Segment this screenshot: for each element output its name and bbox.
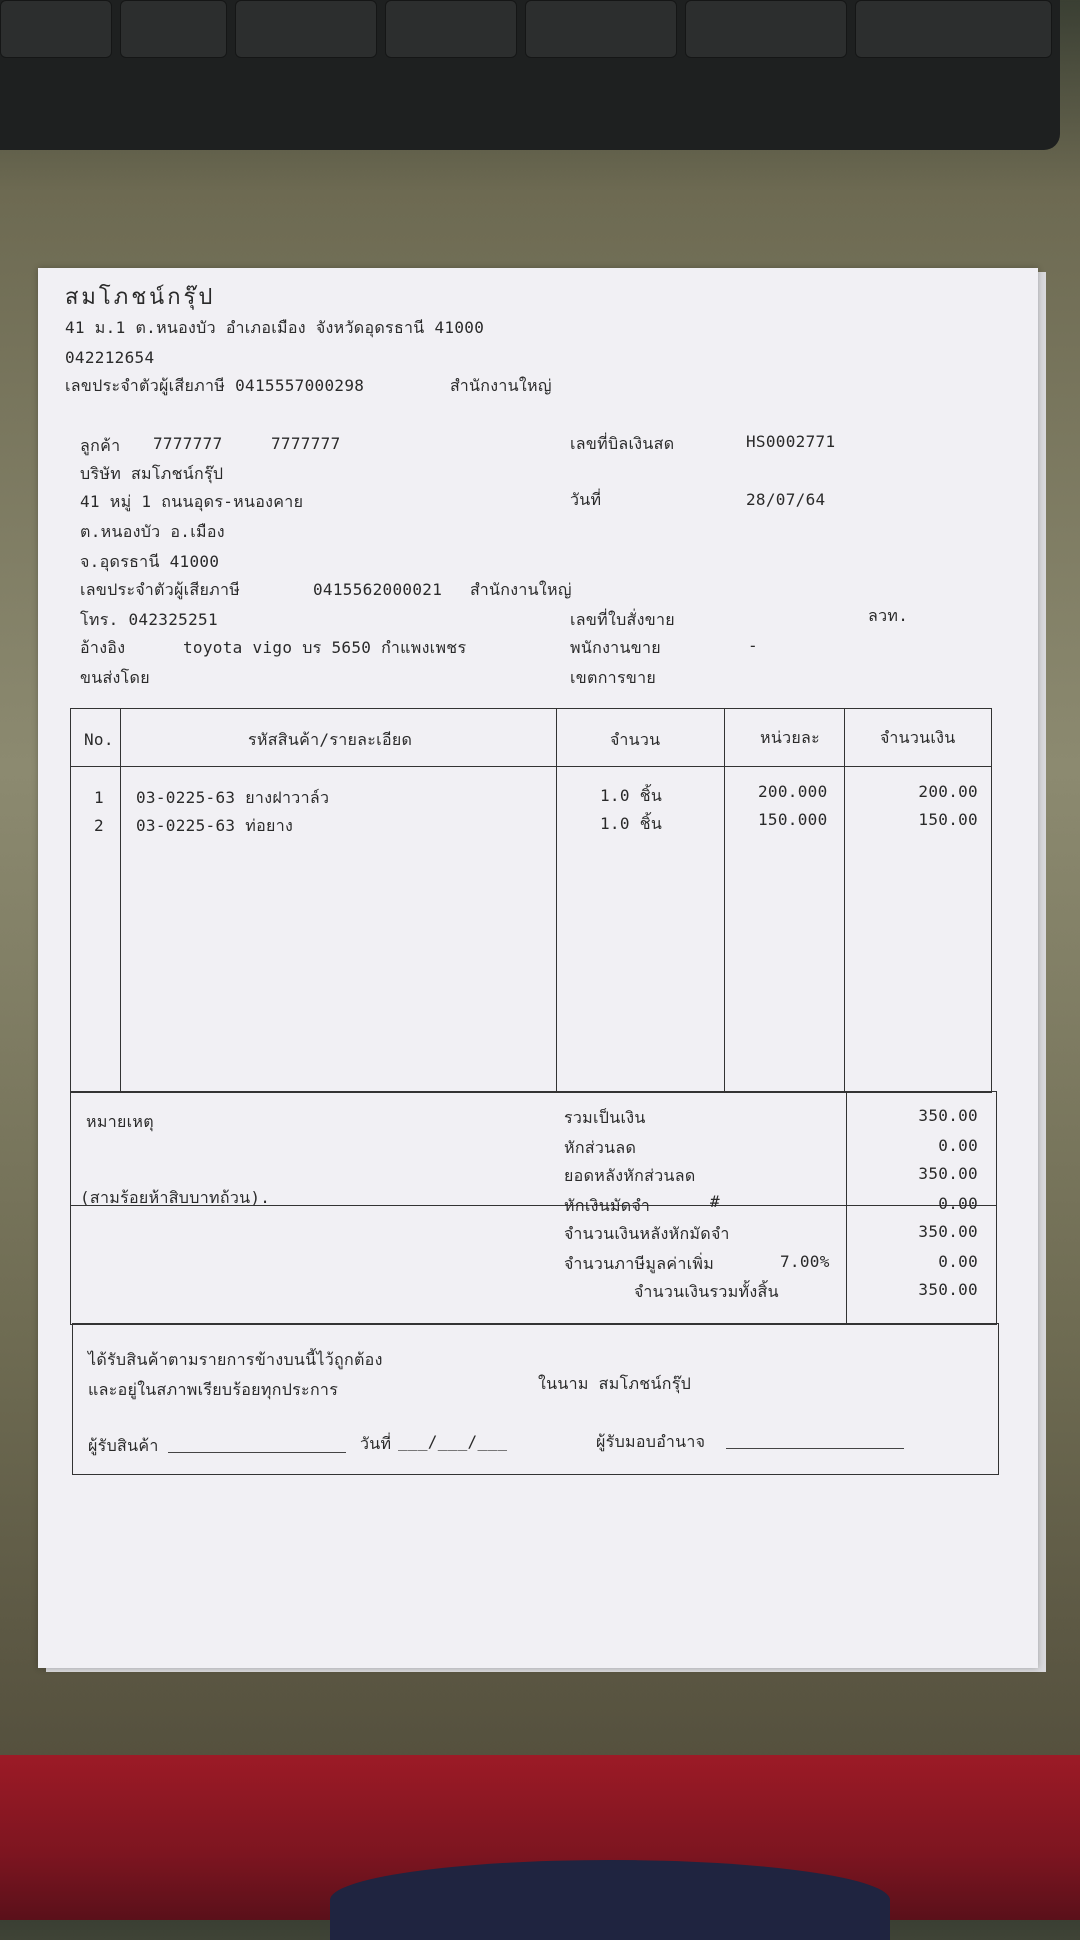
authorized-label: ผู้รับมอบอำนาจ — [596, 1432, 706, 1451]
authorized-signature-line — [726, 1448, 904, 1449]
summary-box — [70, 1091, 997, 1325]
keyboard-key — [0, 0, 112, 58]
date-label: วันที่ — [570, 490, 602, 509]
row-amount: 150.00 — [918, 810, 978, 829]
deposit-mark: # — [710, 1192, 720, 1211]
table-column-divider — [556, 708, 557, 1092]
summary-value: 0.00 — [938, 1194, 978, 1213]
grand-total-label: จำนวนเงินรวมทั้งสิ้น — [634, 1282, 779, 1301]
company-tax-id: เลขประจำตัวผู้เสียภาษี 0415557000298 — [65, 376, 365, 395]
summary-value: 350.00 — [918, 1106, 978, 1125]
table-column-divider — [844, 708, 845, 1092]
row-amount: 200.00 — [918, 782, 978, 801]
remark-label: หมายเหตุ — [86, 1112, 154, 1131]
keyboard-key — [235, 0, 377, 58]
summary-label: จำนวนภาษีมูลค่าเพิ่ม — [564, 1254, 715, 1273]
header-no: No. — [84, 730, 114, 749]
summary-label: ยอดหลังหักส่วนลด — [564, 1166, 696, 1185]
cash-bill-document — [38, 268, 1038, 1668]
keyboard-key — [385, 0, 517, 58]
received-line-1: ได้รับสินค้าตามรายการข้างบนนี้ไว้ถูกต้อง — [88, 1350, 383, 1369]
company-address: 41 ม.1 ต.หนองบัว อำเภอเมือง จังหวัดอุดรธานี 41000 — [65, 318, 485, 337]
row-qty: 1.0 ชิ้น — [600, 786, 663, 805]
row-unit-price: 200.000 — [758, 782, 828, 801]
receive-date-blank: ___/___/___ — [398, 1432, 508, 1451]
customer-address-1: 41 หมู่ 1 ถนนอุดร-หนองคาย — [80, 492, 304, 511]
reference-value: toyota vigo บร 5650 กำแพงเพชร — [183, 638, 467, 657]
customer-tax-id: 0415562000021 — [313, 580, 443, 599]
grand-total-value: 350.00 — [918, 1280, 978, 1299]
received-line-2: และอยู่ในสภาพเรียบร้อยทุกประการ — [88, 1380, 339, 1399]
summary-divider — [846, 1091, 847, 1323]
row-item: 03-0225-63 ยางฝาวาล์ว — [136, 788, 330, 807]
summary-value: 0.00 — [938, 1136, 978, 1155]
summary-label: หักเงินมัดจำ — [564, 1196, 651, 1215]
header-amount: จำนวนเงิน — [880, 728, 956, 747]
company-phone: 042212654 — [65, 348, 155, 367]
date-value: 28/07/64 — [746, 490, 826, 509]
keyboard — [0, 0, 1060, 150]
table-header-divider — [70, 766, 992, 767]
customer-code-2: 7777777 — [271, 434, 341, 453]
shipping-label: ขนส่งโดย — [80, 668, 150, 687]
sales-area-label: เขตการขาย — [570, 668, 657, 687]
amount-in-words: (สามร้อยห้าสิบบาทถ้วน). — [80, 1188, 271, 1207]
customer-label: ลูกค้า — [80, 436, 121, 455]
customer-address-2: ต.หนองบัว อ.เมือง — [80, 522, 225, 541]
salesman-value: - — [748, 636, 758, 655]
company-branch: สำนักงานใหญ่ — [450, 376, 552, 395]
receiver-signature-line — [168, 1452, 346, 1453]
customer-branch: สำนักงานใหญ่ — [470, 580, 572, 599]
reference-label: อ้างอิง — [80, 638, 126, 657]
receiver-label: ผู้รับสินค้า — [88, 1436, 159, 1455]
row-qty: 1.0 ชิ้น — [600, 814, 663, 833]
table-column-divider — [724, 708, 725, 1092]
keyboard-key — [855, 0, 1052, 58]
order-no-value: ลวท. — [868, 606, 909, 625]
customer-tax-label: เลขประจำตัวผู้เสียภาษี — [80, 580, 241, 599]
summary-value: 350.00 — [918, 1164, 978, 1183]
row-item: 03-0225-63 ท่อยาง — [136, 816, 294, 835]
row-no: 2 — [94, 816, 104, 835]
keyboard-key — [525, 0, 677, 58]
salesman-label: พนักงานขาย — [570, 638, 661, 657]
company-name: สมโภชน์กรุ๊ป — [65, 285, 216, 310]
keyboard-key — [685, 0, 847, 58]
customer-address-3: จ.อุดรธานี 41000 — [80, 552, 220, 571]
header-unit-price: หน่วยละ — [760, 728, 821, 747]
summary-label: หักส่วนลด — [564, 1138, 637, 1157]
order-no-label: เลขที่ใบสั่งขาย — [570, 610, 675, 629]
keyboard-key — [120, 0, 227, 58]
customer-phone: โทร. 042325251 — [80, 610, 218, 629]
receive-date-label: วันที่ — [360, 1434, 392, 1453]
row-unit-price: 150.000 — [758, 810, 828, 829]
header-qty: จำนวน — [610, 730, 661, 749]
summary-value: 0.00 — [938, 1252, 978, 1271]
vat-rate: 7.00% — [780, 1252, 830, 1271]
bill-no: HS0002771 — [746, 432, 836, 451]
summary-label: รวมเป็นเงิน — [564, 1108, 646, 1127]
summary-label: จำนวนเงินหลังหักมัดจำ — [564, 1224, 730, 1243]
customer-code: 7777777 — [153, 434, 223, 453]
bill-no-label: เลขที่บิลเงินสด — [570, 434, 675, 453]
dark-cloth — [330, 1860, 890, 1940]
header-item: รหัสสินค้า/รายละเอียด — [248, 730, 413, 749]
row-no: 1 — [94, 788, 104, 807]
summary-value: 350.00 — [918, 1222, 978, 1241]
on-behalf-of: ในนาม สมโภชน์กรุ๊ป — [538, 1374, 692, 1393]
table-column-divider — [120, 708, 121, 1092]
customer-name: บริษัท สมโภชน์กรุ๊ป — [80, 464, 224, 483]
